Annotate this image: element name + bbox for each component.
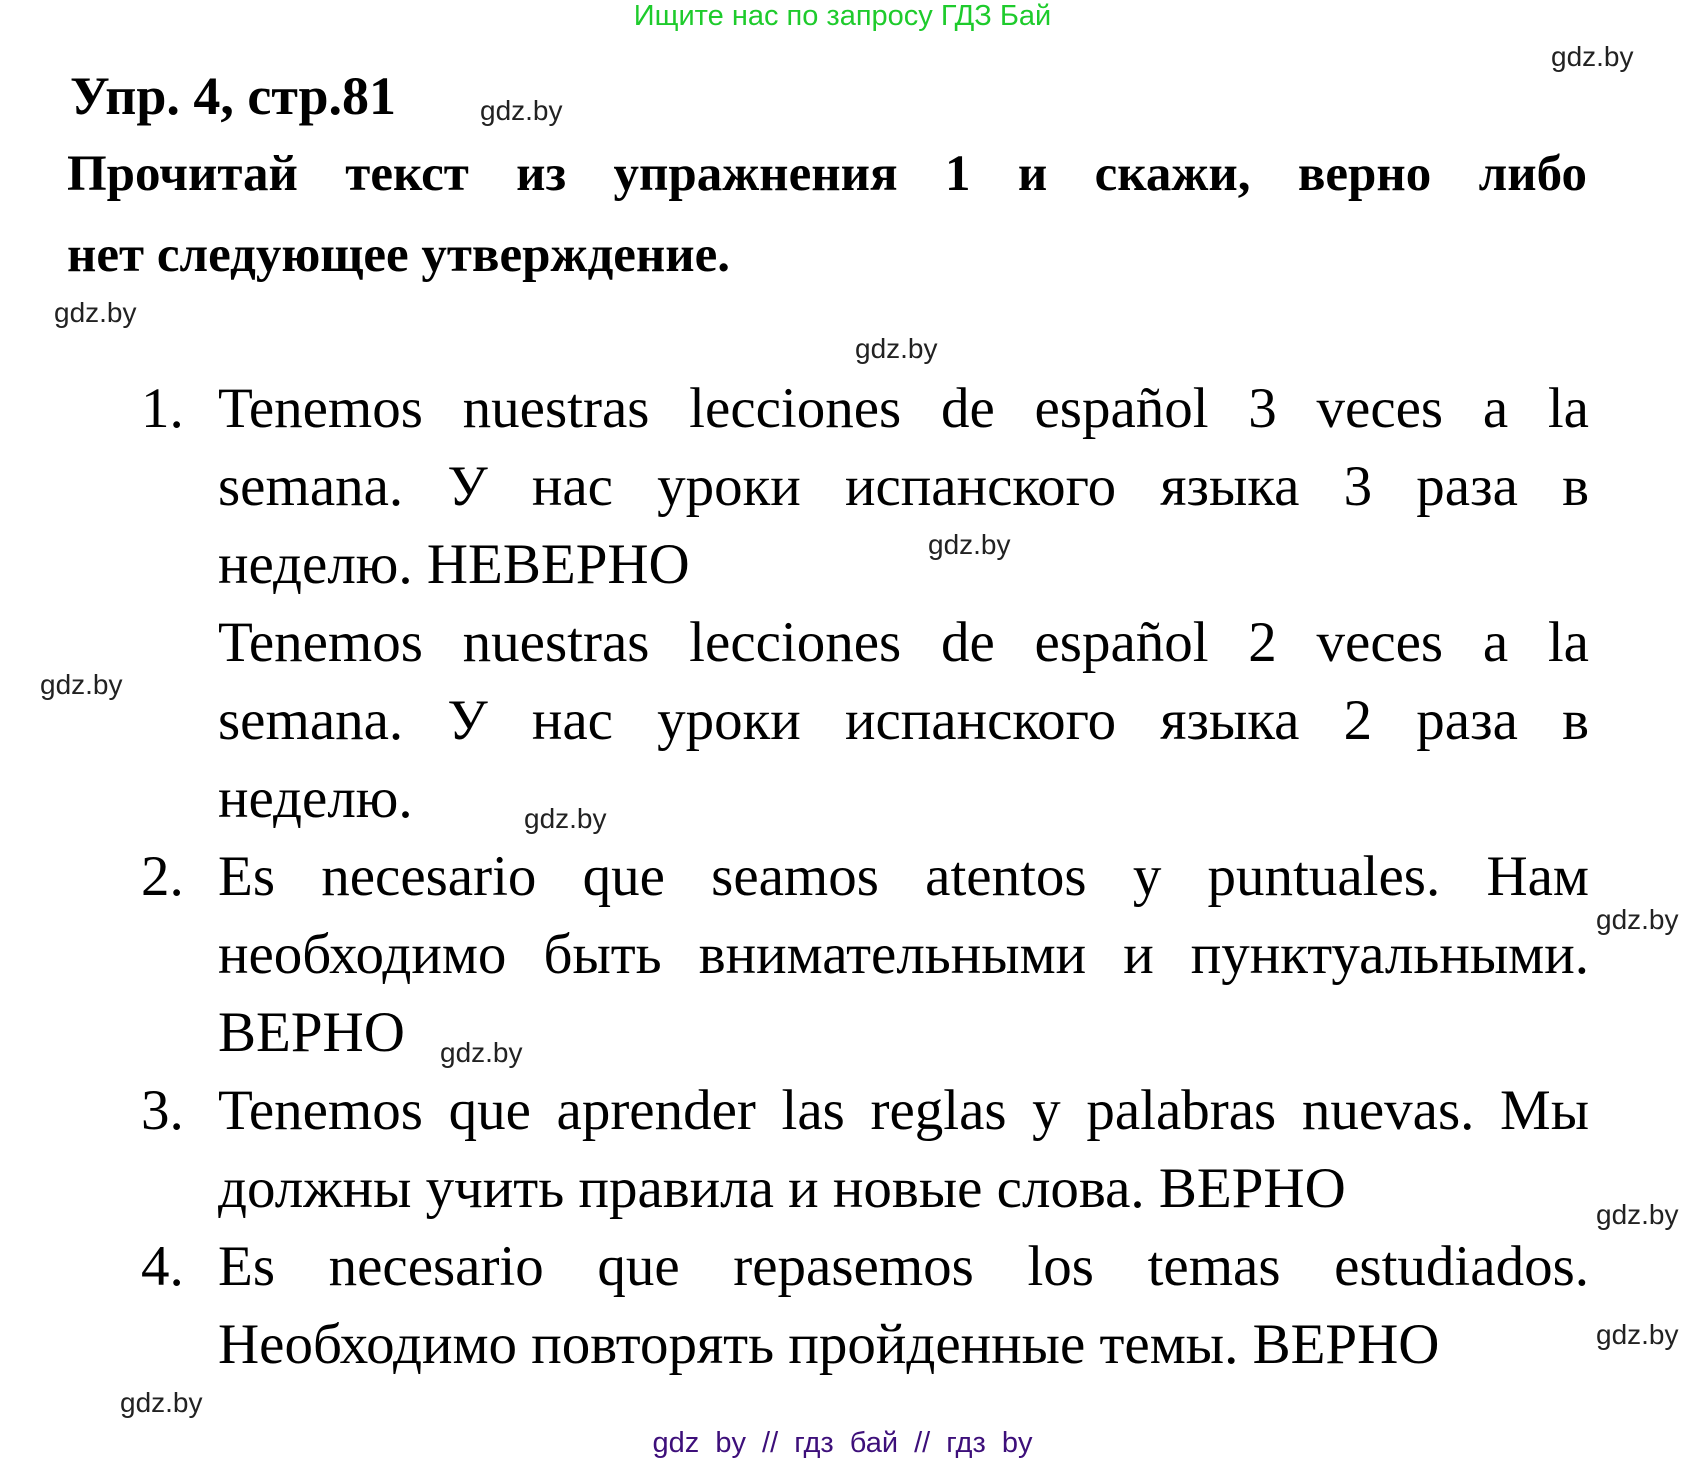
watermark: gdz.by [1551, 41, 1634, 72]
item-number: 1. [141, 377, 184, 440]
watermark: gdz.by [54, 297, 137, 328]
item-number: 2. [141, 845, 184, 908]
item-text-line: Tenemos que aprender las reglas y palabras nuevas. Мы [218, 1079, 1589, 1142]
instruction-line: нет следующее утверждение. [67, 227, 731, 283]
item-text-line: необходимо быть внимательными и пунктуальными. [218, 923, 1589, 986]
item-text-line: неделю. [218, 767, 413, 830]
item-text-line: Tenemos nuestras lecciones de español 3 veces a la [218, 377, 1589, 440]
instruction-line: Прочитай текст из упражнения 1 и скажи, верно либо [67, 146, 1587, 202]
watermark: gdz.by [1596, 904, 1679, 935]
item-text-line: semana. У нас уроки испанского языка 2 раза в [218, 689, 1589, 752]
item-text-line: Es necesario que repasemos los temas estudiados. [218, 1235, 1589, 1298]
exercise-title: Упр. 4, стр.81 [70, 66, 397, 126]
watermark: gdz.by [1596, 1199, 1679, 1230]
item-text-line: semana. У нас уроки испанского языка 3 раза в [218, 455, 1589, 518]
watermark: gdz.by [40, 669, 123, 700]
watermark: gdz.by [855, 333, 938, 364]
watermark: gdz.by [524, 803, 607, 834]
item-number: 4. [141, 1235, 184, 1298]
watermark: gdz.by [440, 1037, 523, 1068]
item-text-line: Tenemos nuestras lecciones de español 2 veces a la [218, 611, 1589, 674]
watermark: gdz.by [120, 1387, 203, 1418]
item-text-line: Необходимо повторять пройденные темы. ВЕРНО [218, 1313, 1440, 1376]
item-text-line: неделю. НЕВЕРНО [218, 533, 690, 596]
watermark: gdz.by [928, 529, 1011, 560]
item-text-line: ВЕРНО [218, 1001, 405, 1064]
search-banner: Ищите нас по запросу ГДЗ Бай [633, 0, 1052, 32]
footer-links: gdz by // гдз бай // гдз by [652, 1427, 1033, 1459]
item-text-line: должны учить правила и новые слова. ВЕРНО [218, 1157, 1346, 1220]
item-text-line: Es necesario que seamos atentos y puntuales. Нам [218, 845, 1589, 908]
item-number: 3. [141, 1079, 184, 1142]
watermark: gdz.by [480, 95, 563, 126]
watermark: gdz.by [1596, 1319, 1679, 1350]
